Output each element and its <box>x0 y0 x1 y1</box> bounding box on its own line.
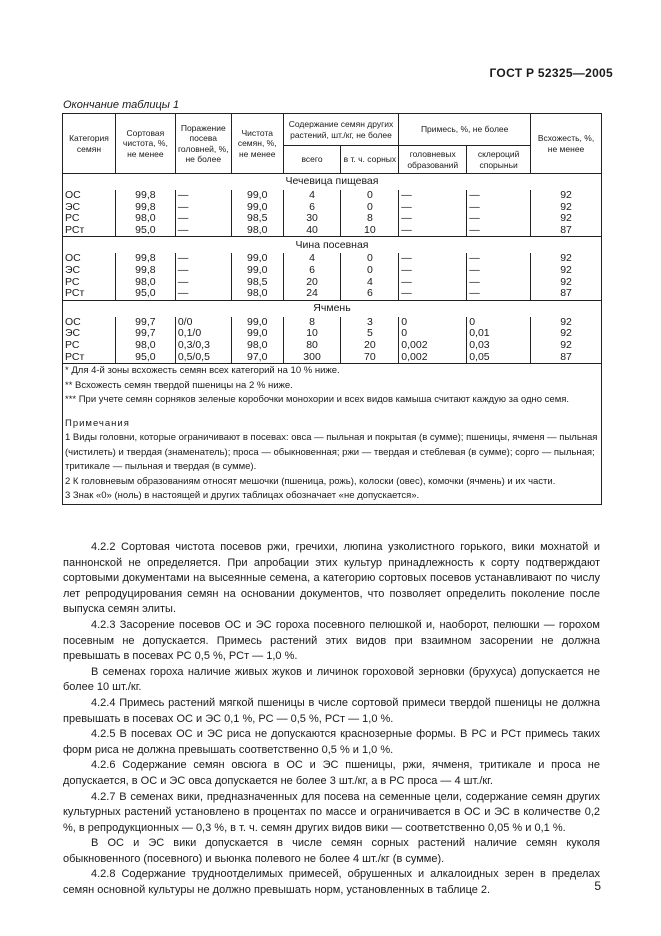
table-cell: 0,002 <box>399 340 467 352</box>
table-row <box>63 340 602 352</box>
table-cell: 3 <box>341 317 399 329</box>
table-caption: Окончание таблицы 1 <box>63 99 180 111</box>
table-cell: 6 <box>283 202 341 214</box>
table-cell: 92 <box>531 340 602 352</box>
table-cell: — <box>399 202 467 214</box>
table-cell: 0 <box>341 265 399 277</box>
document-header: ГОСТ Р 52325—2005 <box>489 66 613 80</box>
table-cell: — <box>467 265 531 277</box>
table-cell: — <box>399 288 467 300</box>
table-cell: 6 <box>341 288 399 300</box>
table-cell: 98,5 <box>231 213 283 225</box>
notes-title: Примечания <box>65 417 130 429</box>
table-cell: 4 <box>341 277 399 289</box>
table-cell: 92 <box>531 213 602 225</box>
footnote: * Для 4-й зоны всхожесть семян всех категорий на 10 % ниже. <box>65 365 340 377</box>
table-cell: 0 <box>467 317 531 329</box>
note: 1 Виды головни, которые ограничивают в посевах: овса — пыльная и покрытая (в сумме); пшеницы, ячменя — пыльная (чистилеть) и твердая (знаменатель); проса — обыкновенная; ржи — твердая и стеблевая (в сумме); сорго — пыльная; тритикале — пыльная и твердая (в сумме). <box>65 432 598 473</box>
group-row <box>63 174 602 191</box>
table-cell: — <box>399 190 467 202</box>
table-cell: 92 <box>531 202 602 214</box>
col-other-weeds: в т. ч. сорных <box>341 146 399 174</box>
page-number: 5 <box>594 879 601 893</box>
col-cleanliness: Чистота семян, %, не менее <box>231 114 283 174</box>
table-cell: — <box>399 253 467 265</box>
table-cell: 0,002 <box>399 352 467 364</box>
table-cell: 99,8 <box>115 202 175 214</box>
group-row <box>63 300 602 317</box>
table-cell: РС <box>63 213 116 225</box>
group-row <box>63 237 602 254</box>
table-cell: 4 <box>283 253 341 265</box>
group-title: Чечевица пищевая <box>63 174 602 191</box>
table-cell: 0 <box>399 317 467 329</box>
table-cell: 300 <box>283 352 341 364</box>
table-cell: — <box>467 190 531 202</box>
col-other-plants: Содержание семян других растений, шт./кг, не более <box>283 114 399 146</box>
table-cell: ЭС <box>63 328 116 340</box>
table-cell: 99,0 <box>231 328 283 340</box>
table-cell: 99,0 <box>231 265 283 277</box>
table-cell: 92 <box>531 265 602 277</box>
col-other-total: всего <box>283 146 341 174</box>
table-cell: 0,1/0 <box>175 328 231 340</box>
table-cell: — <box>175 190 231 202</box>
table-cell: РС <box>63 277 116 289</box>
table-cell: — <box>467 213 531 225</box>
table-cell: ОС <box>63 190 116 202</box>
table-cell: 30 <box>283 213 341 225</box>
footnote: ** Всхожесть семян твердой пшеницы на 2 % ниже. <box>65 379 293 391</box>
table-cell: 0,3/0,3 <box>175 340 231 352</box>
table-cell: — <box>399 277 467 289</box>
table-cell: 99,7 <box>115 328 175 340</box>
table-cell: РСт <box>63 225 116 237</box>
paragraph: 4.2.5 В посевах ОС и ЭС риса не допускаются краснозерные формы. В РС и РСт примесь таких форм риса не должна превышать соответственно 0,5 % и 1,0 %. <box>63 728 600 756</box>
table-cell: 20 <box>341 340 399 352</box>
table-cell: 92 <box>531 317 602 329</box>
table-cell: 92 <box>531 253 602 265</box>
table-cell: 0,01 <box>467 328 531 340</box>
table-cell: 95,0 <box>115 225 175 237</box>
table-cell: РСт <box>63 288 116 300</box>
table-cell: 0 <box>399 328 467 340</box>
table-cell: 6 <box>283 265 341 277</box>
table-cell: — <box>399 213 467 225</box>
table-row <box>63 352 602 364</box>
table-cell: 98,0 <box>115 277 175 289</box>
table-cell: 87 <box>531 225 602 237</box>
paragraph: 4.2.7 В семенах вики, предназначенных для посева на семенные цели, содержание семян других культурных растений установлено в процентах по массе и ограничивается в ОС и ЭС в количестве 0,2 %, в репродукционных — 0,3 %, в т. ч. семян других видов вики — соответственно 0,05 % и 0,1 %. <box>63 790 600 834</box>
table-cell: 98,0 <box>231 288 283 300</box>
table-cell: 99,8 <box>115 190 175 202</box>
table-cell: 99,0 <box>231 317 283 329</box>
table-cell: — <box>467 288 531 300</box>
table-row <box>63 190 602 202</box>
table-cell: РСт <box>63 352 116 364</box>
paragraph: 4.2.4 Примесь растений мягкой пшеницы в числе сортовой примеси твердой пшеницы не должна превышать в посевах ОС и ЭС 0,1 %, РС — 0,5 %, РСт — 1,0 %. <box>63 696 600 725</box>
col-germination: Всхожесть, %, не менее <box>531 114 602 174</box>
table-cell: 70 <box>341 352 399 364</box>
table-row <box>63 225 602 237</box>
table-cell: 99,0 <box>231 190 283 202</box>
table-cell: 98,0 <box>115 340 175 352</box>
table-cell: 8 <box>283 317 341 329</box>
table-cell: 0/0 <box>175 317 231 329</box>
table-cell: 98,5 <box>231 277 283 289</box>
table-cell: — <box>467 225 531 237</box>
table-cell: ЭС <box>63 265 116 277</box>
table-cell: — <box>467 202 531 214</box>
table-cell: — <box>175 253 231 265</box>
table-cell: 98,0 <box>231 225 283 237</box>
table-cell: 92 <box>531 190 602 202</box>
table-cell: — <box>175 213 231 225</box>
seed-quality-table <box>62 113 602 505</box>
table-cell: 20 <box>283 277 341 289</box>
table-cell: 24 <box>283 288 341 300</box>
col-purity: Сортовая чистота, %, не менее <box>115 114 175 174</box>
table-cell: 80 <box>283 340 341 352</box>
paragraph: 4.2.8 Содержание трудноотделимых примесей, обрушенных и алкалоидных зерен в пределах семян основной культуры не должно превышать норм, установленных в таблице 2. <box>63 868 600 897</box>
note: 3 Знак «0» (ноль) в настоящей и других таблицах обозначает «не допускается». <box>65 490 420 502</box>
table-cell: 8 <box>341 213 399 225</box>
table-cell: — <box>175 225 231 237</box>
table-cell: 98,0 <box>231 340 283 352</box>
table-cell: 4 <box>283 190 341 202</box>
table-body <box>63 174 602 364</box>
table-cell: 0 <box>341 253 399 265</box>
group-title: Чина посевная <box>63 237 602 254</box>
paragraph: В ОС и ЭС вики допускается в числе семян сорных растений наличие семян куколя обыкновенного (посевного) и вьюнка полевого не более 4 шт./кг (в сумме). <box>63 837 600 865</box>
table-cell: 99,8 <box>115 253 175 265</box>
table-cell: 0,5/0,5 <box>175 352 231 364</box>
table-cell: ЭС <box>63 202 116 214</box>
table-cell: 10 <box>341 225 399 237</box>
table-cell: 99,8 <box>115 265 175 277</box>
table-row <box>63 288 602 300</box>
table-cell: 95,0 <box>115 352 175 364</box>
table-cell: 92 <box>531 277 602 289</box>
footnote: *** При учете семян сорняков зеленые коробочки монохории и всех видов камыша считают каждую за одно семя. <box>65 394 570 406</box>
table-cell: 87 <box>531 352 602 364</box>
table-cell: — <box>399 225 467 237</box>
table-cell: 0 <box>341 190 399 202</box>
table-cell: 99,7 <box>115 317 175 329</box>
paragraph: 4.2.6 Содержание семян овсюга в ОС и ЭС пшеницы, ржи, ячменя, тритикале и проса не допускается, в ОС и ЭС овса допускается не более 3 шт./кг, а в РС проса — 4 шт./кг. <box>63 759 600 787</box>
table-cell: 40 <box>283 225 341 237</box>
table-cell: — <box>467 277 531 289</box>
table-cell: — <box>399 265 467 277</box>
table-cell: 87 <box>531 288 602 300</box>
note: 2 К головневым образованиям относят мешочки (пшеница, рожь), колоски (овес), комочки (ячмень) и их части. <box>65 475 556 487</box>
table-cell: — <box>467 253 531 265</box>
table-cell: — <box>175 265 231 277</box>
table-cell: 99,0 <box>231 202 283 214</box>
table-cell: — <box>175 277 231 289</box>
paragraph: 4.2.3 Засорение посевов ОС и ЭС гороха посевного пелюшкой и, наоборот, пелюшки — горохом посевным не допускается. Примесь растений этих видов при взаимном засорении не должна превышать в посевах РС 0,5 %, РСт — 1,0 %. <box>63 618 600 663</box>
col-impurity: Примесь, %, не более <box>399 114 531 146</box>
col-impurity-smut: головневых образований <box>399 146 467 174</box>
paragraph: 4.2.2 Сортовая чистота посевов ржи, гречихи, люпина узколистного горького, вики мохнатой и паннонской не определяется. При апробации этих культур принадлежность к сорту подтверждают сортовыми документами на высеянные семена, а категорию сортовых посевов устанавливают по числу лет репродуцирования семян на основании документов, что позволяет определить поколение после выпуска семян элиты. <box>63 541 600 616</box>
col-impurity-sclerotia: склероций спорыньи <box>467 146 531 174</box>
table-row <box>63 265 602 277</box>
table-cell: ОС <box>63 253 116 265</box>
table-cell: 0,05 <box>467 352 531 364</box>
group-title: Ячмень <box>63 300 602 317</box>
table-cell: 0,03 <box>467 340 531 352</box>
col-smut: Поражение посева головней, %, не более <box>175 114 231 174</box>
table-notes <box>63 364 602 505</box>
paragraph: В семенах гороха наличие живых жуков и личинок гороховой зерновки (брухуса) допускается не более 10 шт./кг. <box>63 665 600 694</box>
table-cell: 5 <box>341 328 399 340</box>
table-cell: 0 <box>341 202 399 214</box>
table-cell: — <box>175 202 231 214</box>
table-cell: 92 <box>531 328 602 340</box>
table-cell: 10 <box>283 328 341 340</box>
table-cell: 95,0 <box>115 288 175 300</box>
col-category: Категория семян <box>63 114 116 174</box>
table-cell: 98,0 <box>115 213 175 225</box>
table-cell: РС <box>63 340 116 352</box>
table-cell: 99,0 <box>231 253 283 265</box>
table-cell: — <box>175 288 231 300</box>
body-text <box>63 540 600 899</box>
table-cell: 97,0 <box>231 352 283 364</box>
table-cell: ОС <box>63 317 116 329</box>
